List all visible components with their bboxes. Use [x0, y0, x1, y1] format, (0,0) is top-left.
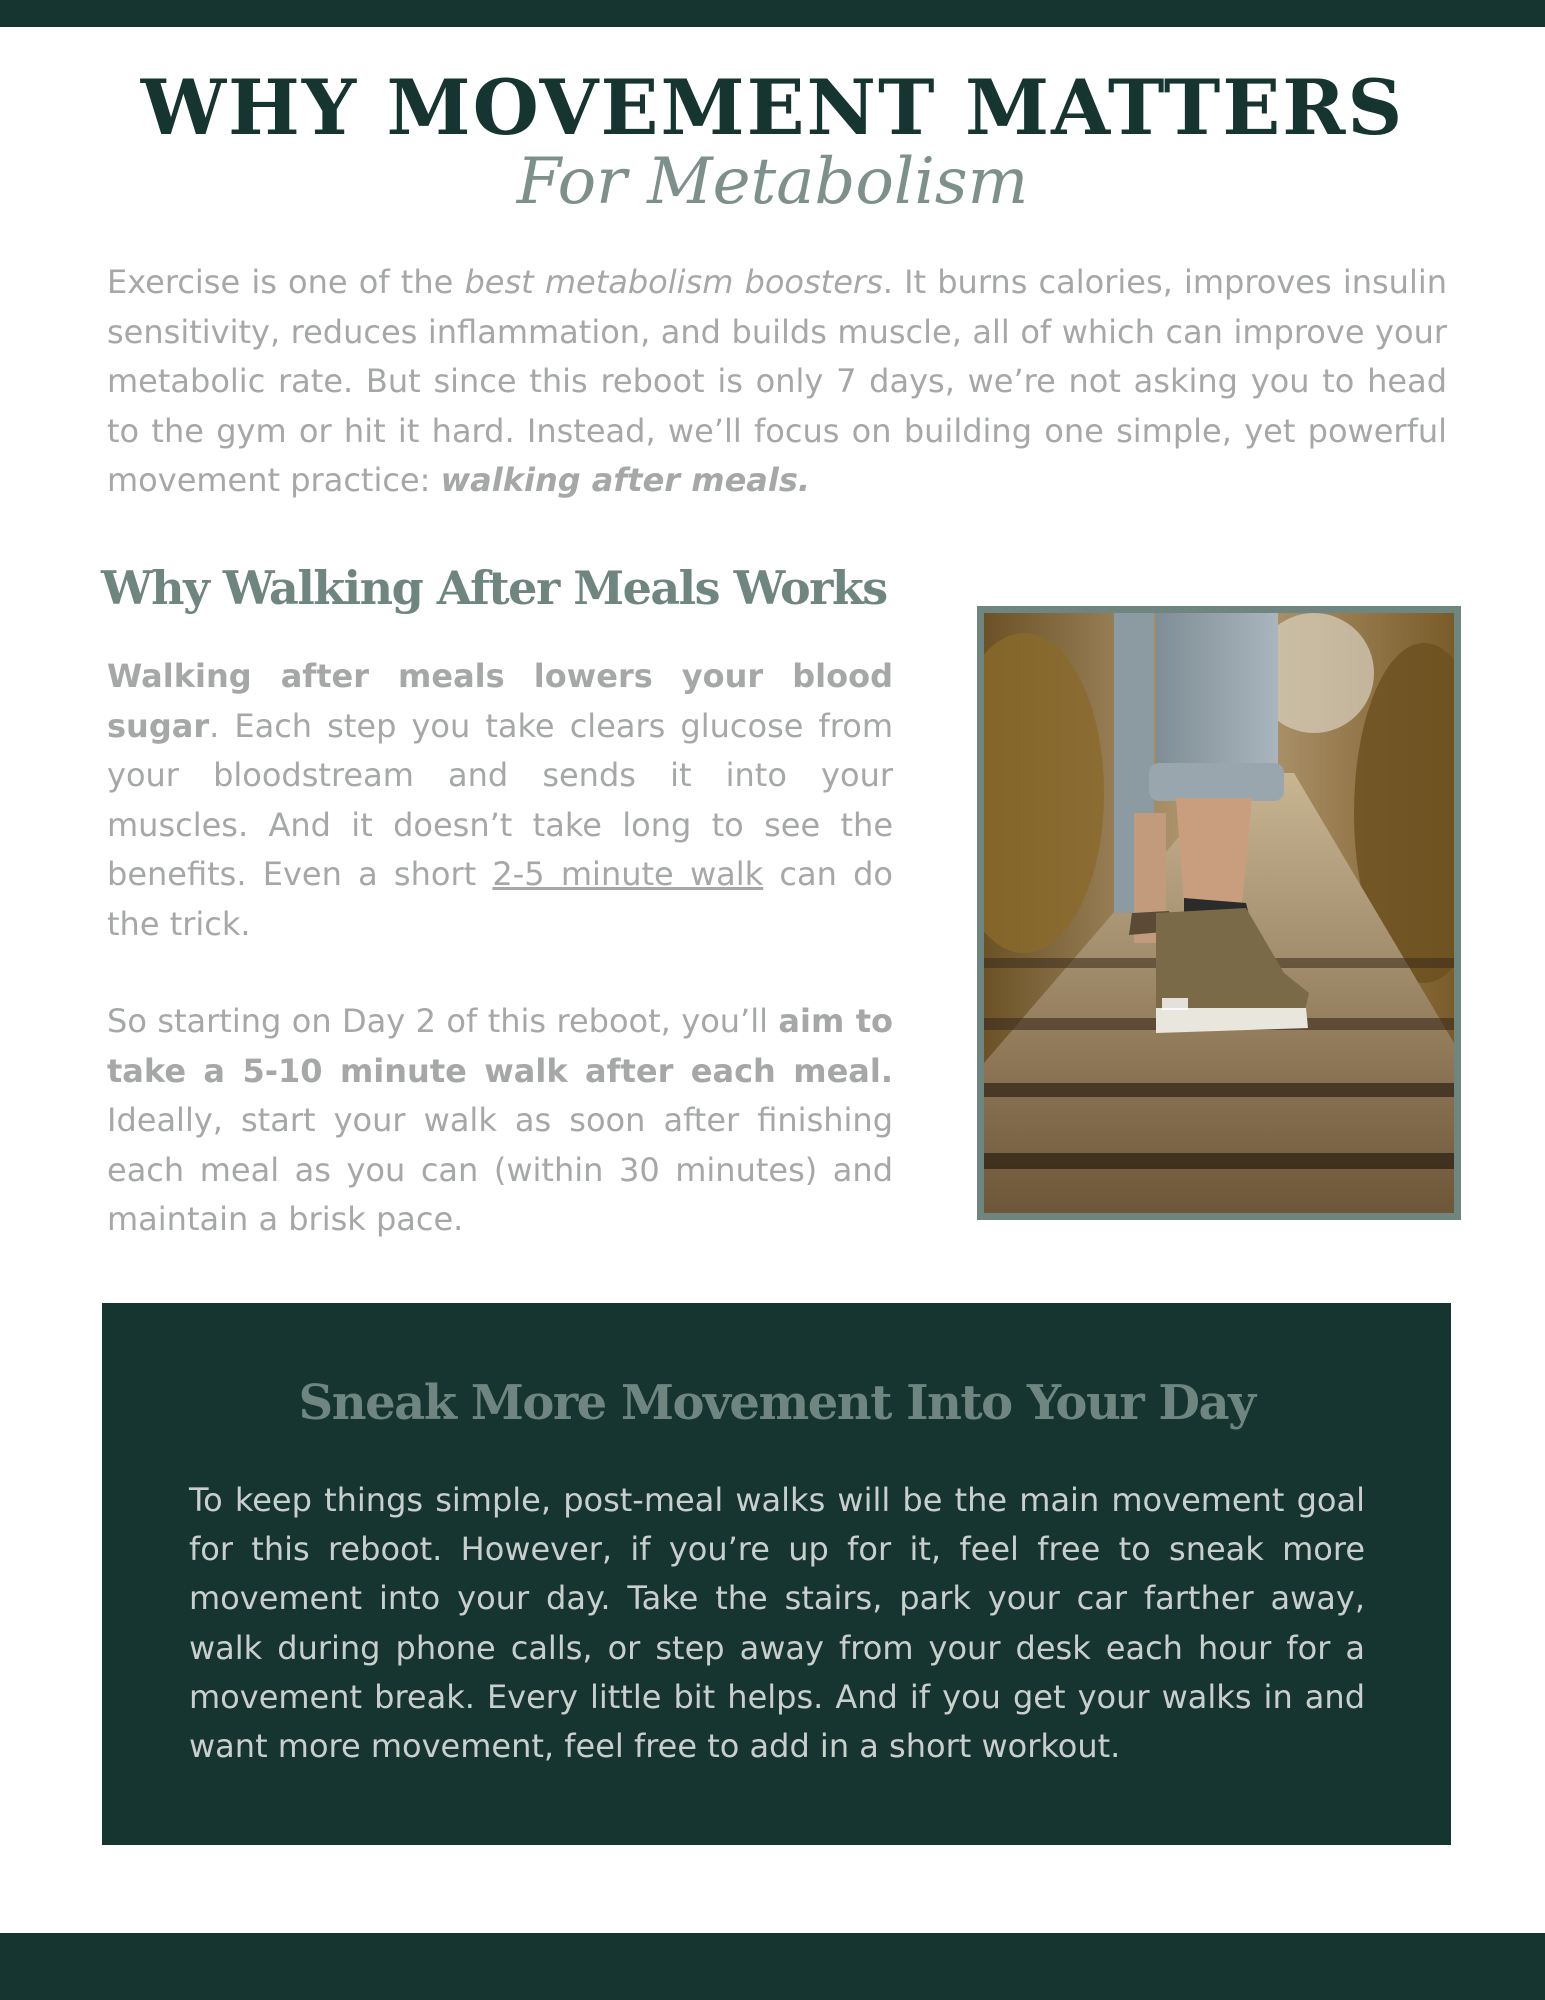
walking-photo: [977, 606, 1461, 1220]
para1-end: can do the trick.: [107, 855, 893, 943]
bottom-bar: [0, 1933, 1545, 2000]
page-title: WHY MOVEMENT MATTERS: [140, 63, 1405, 152]
intro-text-1: Exercise is one of the: [107, 263, 465, 301]
para2-text: So starting on Day 2 of this reboot, you’ll: [107, 1002, 779, 1040]
para2-bold: aim to take a 5-10 minute walk after each meal.: [107, 1002, 893, 1090]
walking-benefits-paragraph: [107, 652, 893, 949]
section-heading: Why Walking After Meals Works: [101, 561, 887, 615]
para1-text: . Each step you take clears glucose from your bloodstream and sends it into your muscles. And it doesn’t take long to see the benefits. Even a short: [107, 706, 893, 893]
para2-end: Ideally, start your walk as soon after finishing each meal as you can (within 30 minutes) and maintain a brisk pace.: [107, 1101, 893, 1238]
para1-underlined: 2-5 minute walk: [492, 855, 764, 893]
walking-photo-illustration: [984, 613, 1454, 1213]
callout-heading: Sneak More Movement Into Your Day: [298, 1375, 1255, 1431]
para1-bold: Walking after meals lowers your blood sugar: [107, 657, 893, 745]
intro-text-2: . It burns calories, improves insulin sensitivity, reduces inflammation, and builds muscle, all of which can improve your metabolic rate. But since this reboot is only 7 days, we’re not asking you to head to the gym or hit it hard. Instead, we’ll focus on building one simple, yet powerful movement practice:: [107, 263, 1448, 499]
top-bar: [0, 0, 1545, 27]
walking-plan-paragraph: [107, 997, 893, 1245]
callout-body: To keep things simple, post-meal walks will be the main movement goal for this reboot. However, if you’re up for it, feel free to sneak more movement into your day. Take the stairs, park your car farther away, walk during phone calls, or step away from your desk each hour for a movement break. Every little bit helps. And if you get your walks in and want more movement, feel free to add in a short workout.: [189, 1481, 1365, 1766]
intro-strong-emphasis: walking after meals.: [440, 461, 811, 499]
intro-paragraph: [107, 258, 1447, 506]
callout-box: [102, 1303, 1451, 1845]
page-subtitle: For Metabolism: [516, 145, 1029, 219]
intro-emphasis: best metabolism boosters: [464, 263, 883, 301]
